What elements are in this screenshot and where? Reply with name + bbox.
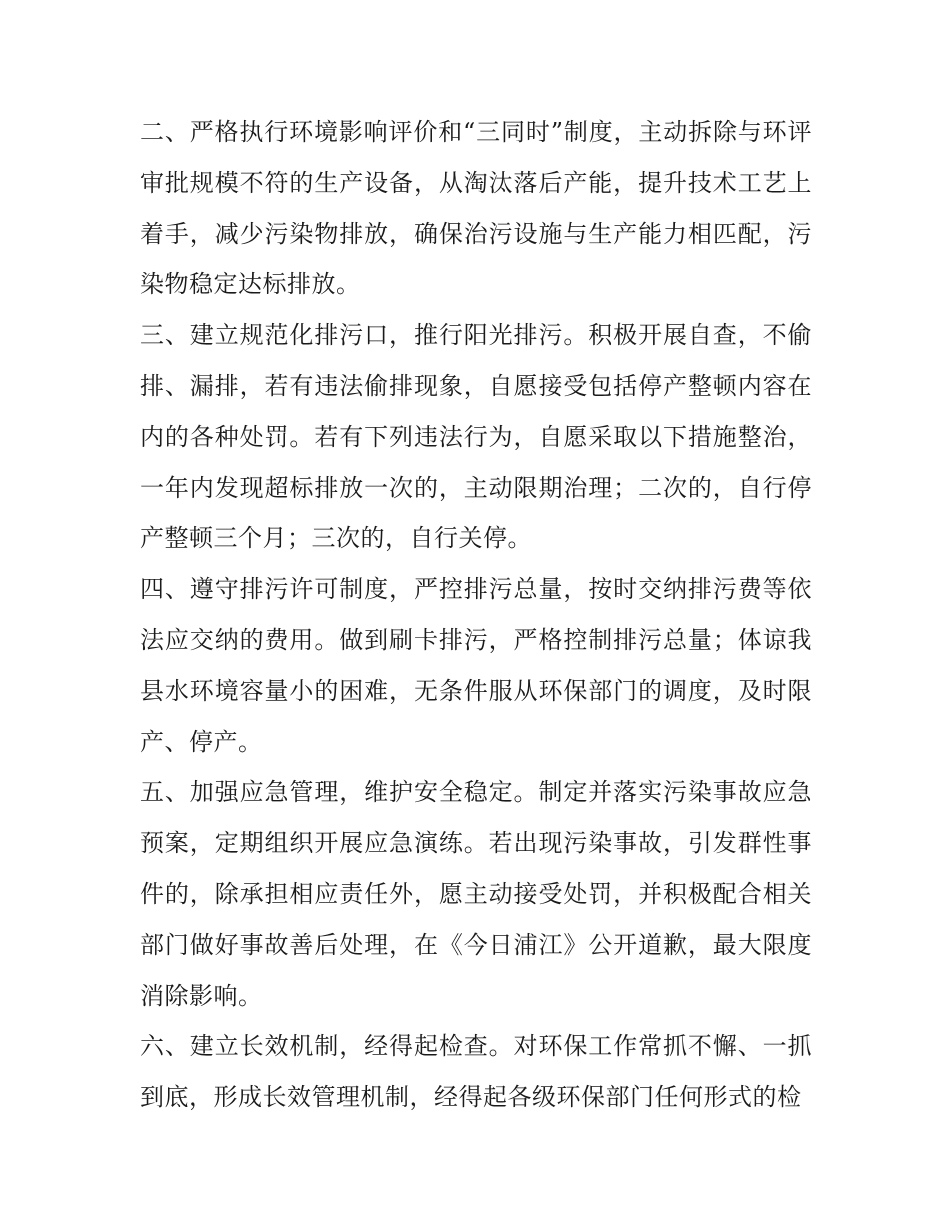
paragraph-2: 二、严格执行环境影响评价和“三同时”制度，主动拆除与环评审批规模不符的生产设备，从淘汰落后产能，提升技术工艺上着手，减少污染物排放，确保治污设施与生产能力相匹配，污染物稳定达标排放。 (140, 118, 812, 299)
paragraph-3: 三、建立规范化排污口，推行阳光排污。积极开展自查，不偷排、漏排，若有违法偷排现象，自愿接受包括停产整顿内容在内的各种处罚。若有下列违法行为，自愿采取以下措施整治，一年内发现超标排放一次的，主动限期治理；二次的，自行停产整顿三个月；三次的，自行关停。 (140, 321, 812, 553)
paragraph-5: 五、加强应急管理，维护安全稳定。制定并落实污染事故应急预案，定期组织开展应急演练。若出现污染事故，引发群性事件的，除承担相应责任外，愿主动接受处罚，并积极配合相关部门做好事故善后处理，在《今日浦江》公开道歉，最大限度消除影响。 (140, 778, 812, 1010)
paragraph-4: 四、遵守排污许可制度，严控排污总量，按时交纳排污费等依法应交纳的费用。做到刷卡排污，严格控制排污总量；体谅我县水环境容量小的困难，无条件服从环保部门的调度，及时限产、停产。 (140, 575, 812, 756)
document-body (140, 107, 812, 1123)
paragraph-6: 六、建立长效机制，经得起检查。对环保工作常抓不懈、一抓到底，形成长效管理机制，经得起各级环保部门任何形式的检 (140, 1032, 812, 1112)
